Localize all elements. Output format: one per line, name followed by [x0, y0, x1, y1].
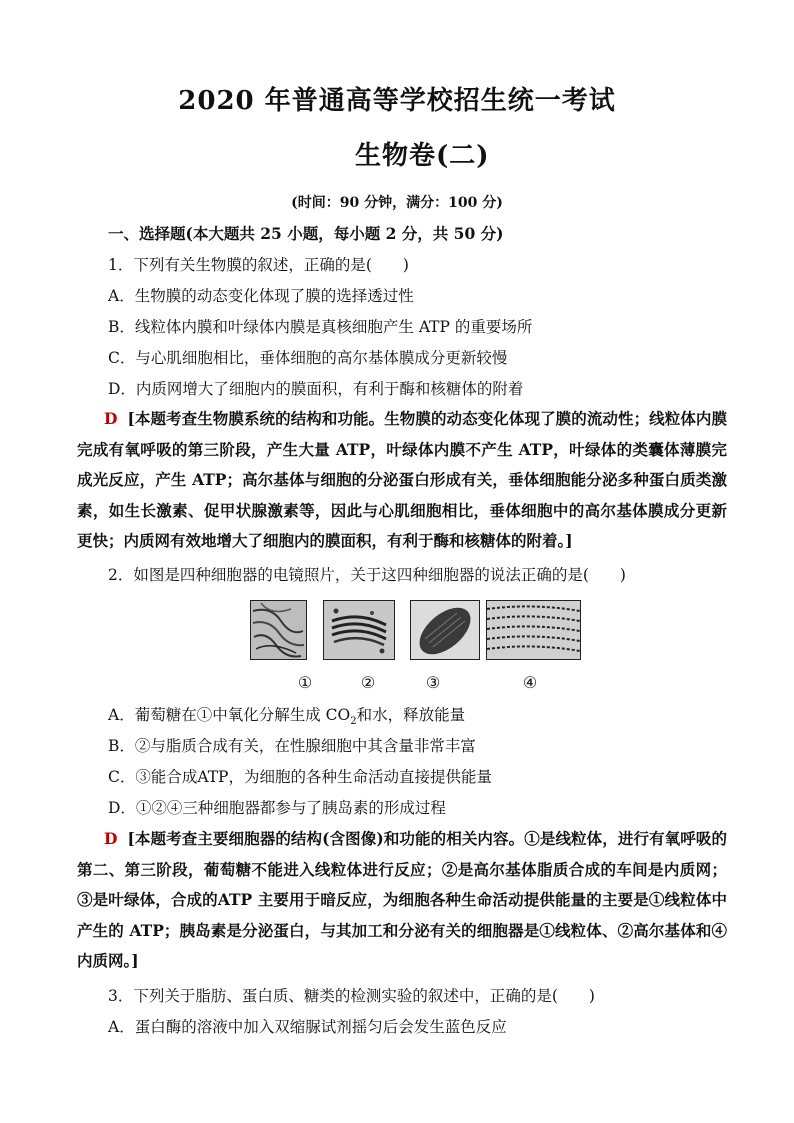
q2-option-b: B．②与脂质合成有关，在性腺细胞中其含量非常丰富: [108, 737, 476, 755]
organelle-photo-mitochondrion: [250, 600, 307, 660]
q1-option-d: D．内质网增大了细胞内的膜面积，有利于酶和核糖体的附着: [108, 380, 524, 398]
figure-label-2: ②: [360, 673, 376, 692]
organelle-photo-chloroplast: [410, 600, 480, 660]
q2-answer-block: [77, 824, 727, 977]
figure-label-1: ①: [297, 673, 313, 692]
exam-subtitle: 生物卷(二): [355, 141, 490, 171]
q1-answer-block: [77, 404, 727, 557]
section-heading: 一、选择题(本大题共 25 小题，每小题 2 分，共 50 分): [108, 224, 504, 243]
exam-title: 2020 年普通高等学校招生统一考试: [178, 86, 616, 116]
q3-stem: 3．下列关于脂肪、蛋白质、糖类的检测实验的叙述中，正确的是( ): [108, 987, 595, 1005]
q2-explanation: [本题考查主要细胞器的结构(含图像)和功能的相关内容。①是线粒体，进行有氧呼吸的第二、第三阶段，葡萄糖不能进入线粒体进行反应；②是高尔基体脂质合成的车间是内质网；③是叶绿体，合成的ATP 主要用于暗反应，为细胞各种生命活动提供能量的主要是①线粒体中产生的 ATP；胰岛素是分泌蛋白，与其加工和分泌有关的细胞器是①线粒体、②高尔基体和④内质网。]: [77, 829, 727, 970]
q2-option-c: C．③能合成ATP，为细胞的各种生命活动直接提供能量: [108, 768, 492, 786]
exam-meta: (时间：90 分钟，满分：100 分): [291, 195, 503, 211]
q3-option-a: A．蛋白酶的溶液中加入双缩脲试剂摇匀后会发生蓝色反应: [108, 1018, 507, 1036]
q2-stem: 2．如图是四种细胞器的电镜照片，关于这四种细胞器的说法正确的是( ): [108, 566, 626, 584]
figure-label-3: ③: [425, 673, 441, 692]
q1-answer: D: [104, 409, 118, 428]
q2-option-d: D．①②④三种细胞器都参与了胰岛素的形成过程: [108, 799, 446, 817]
q1-option-b: B．线粒体内膜和叶绿体内膜是真核细胞产生 ATP 的重要场所: [108, 318, 533, 336]
q1-option-a: A．生物膜的动态变化体现了膜的选择透过性: [108, 287, 414, 305]
q2-answer: D: [104, 829, 118, 848]
q1-explanation: [本题考查生物膜系统的结构和功能。生物膜的动态变化体现了膜的流动性；线粒体内膜完成有氧呼吸的第三阶段，产生大量 ATP，叶绿体内膜不产生 ATP，叶绿体的类囊体薄膜完成光反应，产生 ATP；高尔基体与细胞的分泌蛋白形成有关，垂体细胞能分泌多种蛋白质类激素，如生长激素、促甲状腺激素等，因此与心肌细胞相比，垂体细胞中的高尔基体膜成分更新更快；内质网有效地增大了细胞内的膜面积，有利于酶和核糖体的附着。]: [77, 409, 727, 550]
q1-stem: 1．下列有关生物膜的叙述，正确的是( ): [108, 256, 409, 274]
organelle-photo-golgi: [323, 600, 395, 660]
q2-option-a: A．葡萄糖在①中氧化分解生成 $CO_2$和水，释放能量: [108, 706, 466, 728]
q1-option-c: C．与心肌细胞相比，垂体细胞的高尔基体膜成分更新较慢: [108, 349, 508, 367]
organelle-photo-er: [486, 600, 581, 660]
figure-label-4: ④: [522, 673, 538, 692]
